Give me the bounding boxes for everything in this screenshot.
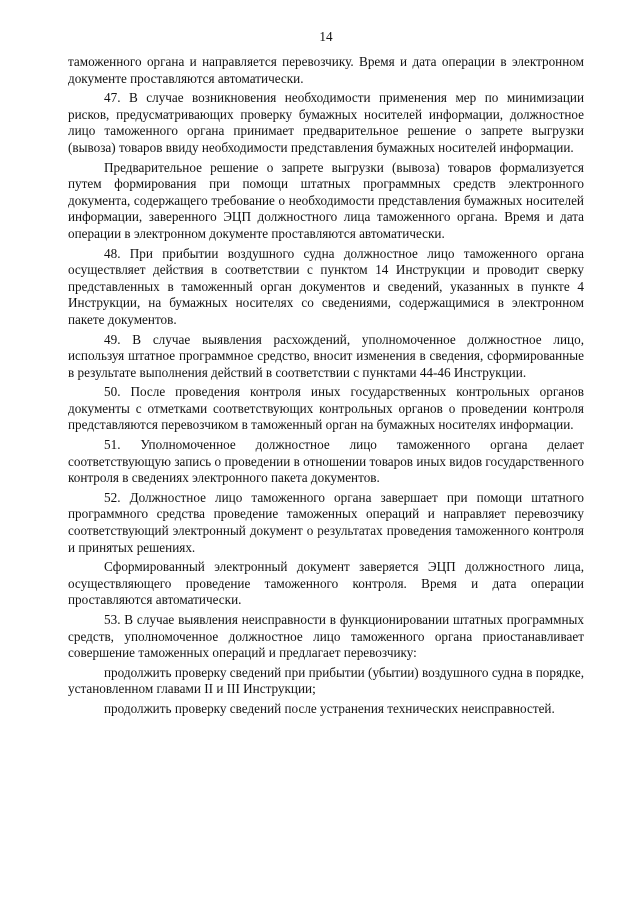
paragraph-53-option-2: продолжить проверку сведений после устранения технических неисправностей. [104,700,555,716]
paragraph-49: 49. В случае выявления расхождений, уполномоченное должностное лицо, используя штатное программное средство, вносит изменения в сведения, сформированные в результате выполнения действий в соответствии с пунктами 44-46 Инструкции. [68,331,584,380]
paragraph-51: 51. Уполномоченное должностное лицо таможенного органа делает соответствующую запись о проведении в отношении товаров иных видов государственного контроля в сведениях электронного пакета документов. [68,437,584,486]
paragraph-48: 48. При прибытии воздушного судна должностное лицо таможенного органа осуществляет действия в соответствии с пунктом 14 Инструкции и проводит сверку представленных в таможенный орган документов и сведений, указанных в пункте 4 Инструкции, на бумажных носителях со сведениями, содержащимися в электронном пакете документов. [68,245,584,327]
paragraph-continuation: таможенного органа и направляется перевозчику. Время и дата операции в электронном документе проставляются автоматически. [68,54,584,86]
paragraph-50: 50. После проведения контроля иных государственных контрольных органов документы с отметками соответствующих контрольных органов о проведении контроля представляются перевозчиком в таможенный орган на бумажных носителях информации. [68,384,584,433]
paragraph-47: 47. В случае возникновения необходимости применения мер по минимизации рисков, предусматривающих проверку бумажных носителей информации, должностное лицо таможенного органа принимает предварительное решение о запрете выгрузки (вывоза) товаров ввиду необходимости представления бумажных носителей информации. [68,90,584,155]
page-number: 14 [319,29,333,44]
paragraph-47-preliminary-decision: Предварительное решение о запрете выгрузки (вывоза) товаров формализуется путем формирования при помощи штатных программных средств электронного документа, содержащего требование о необходимости представления бумажных носителей информации, заверенного ЭЦП должностного лица таможенного органа. Время и дата операции в электронном документе проставляются автоматически. [68,159,584,241]
paragraph-52-electronic-document: Сформированный электронный документ заверяется ЭЦП должностного лица, осуществляющего проведение таможенного контроля. Время и дата операции проставляются автоматически. [68,559,584,608]
document-page [68,30,584,718]
paragraph-53: 53. В случае выявления неисправности в функционировании штатных программных средств, уполномоченное должностное лицо таможенного органа приостанавливает совершение таможенных операций и предлагает перевозчику: [68,612,584,661]
paragraph-52: 52. Должностное лицо таможенного органа завершает при помощи штатного программного средства проведение таможенных операций и направляет перевозчику соответствующий электронный документ о результатах проведения таможенного контроля и принятых решениях. [68,489,584,555]
paragraph-53-option-1: продолжить проверку сведений при прибытии (убытии) воздушного судна в порядке, установленном главами II и III Инструкции; [68,664,584,697]
